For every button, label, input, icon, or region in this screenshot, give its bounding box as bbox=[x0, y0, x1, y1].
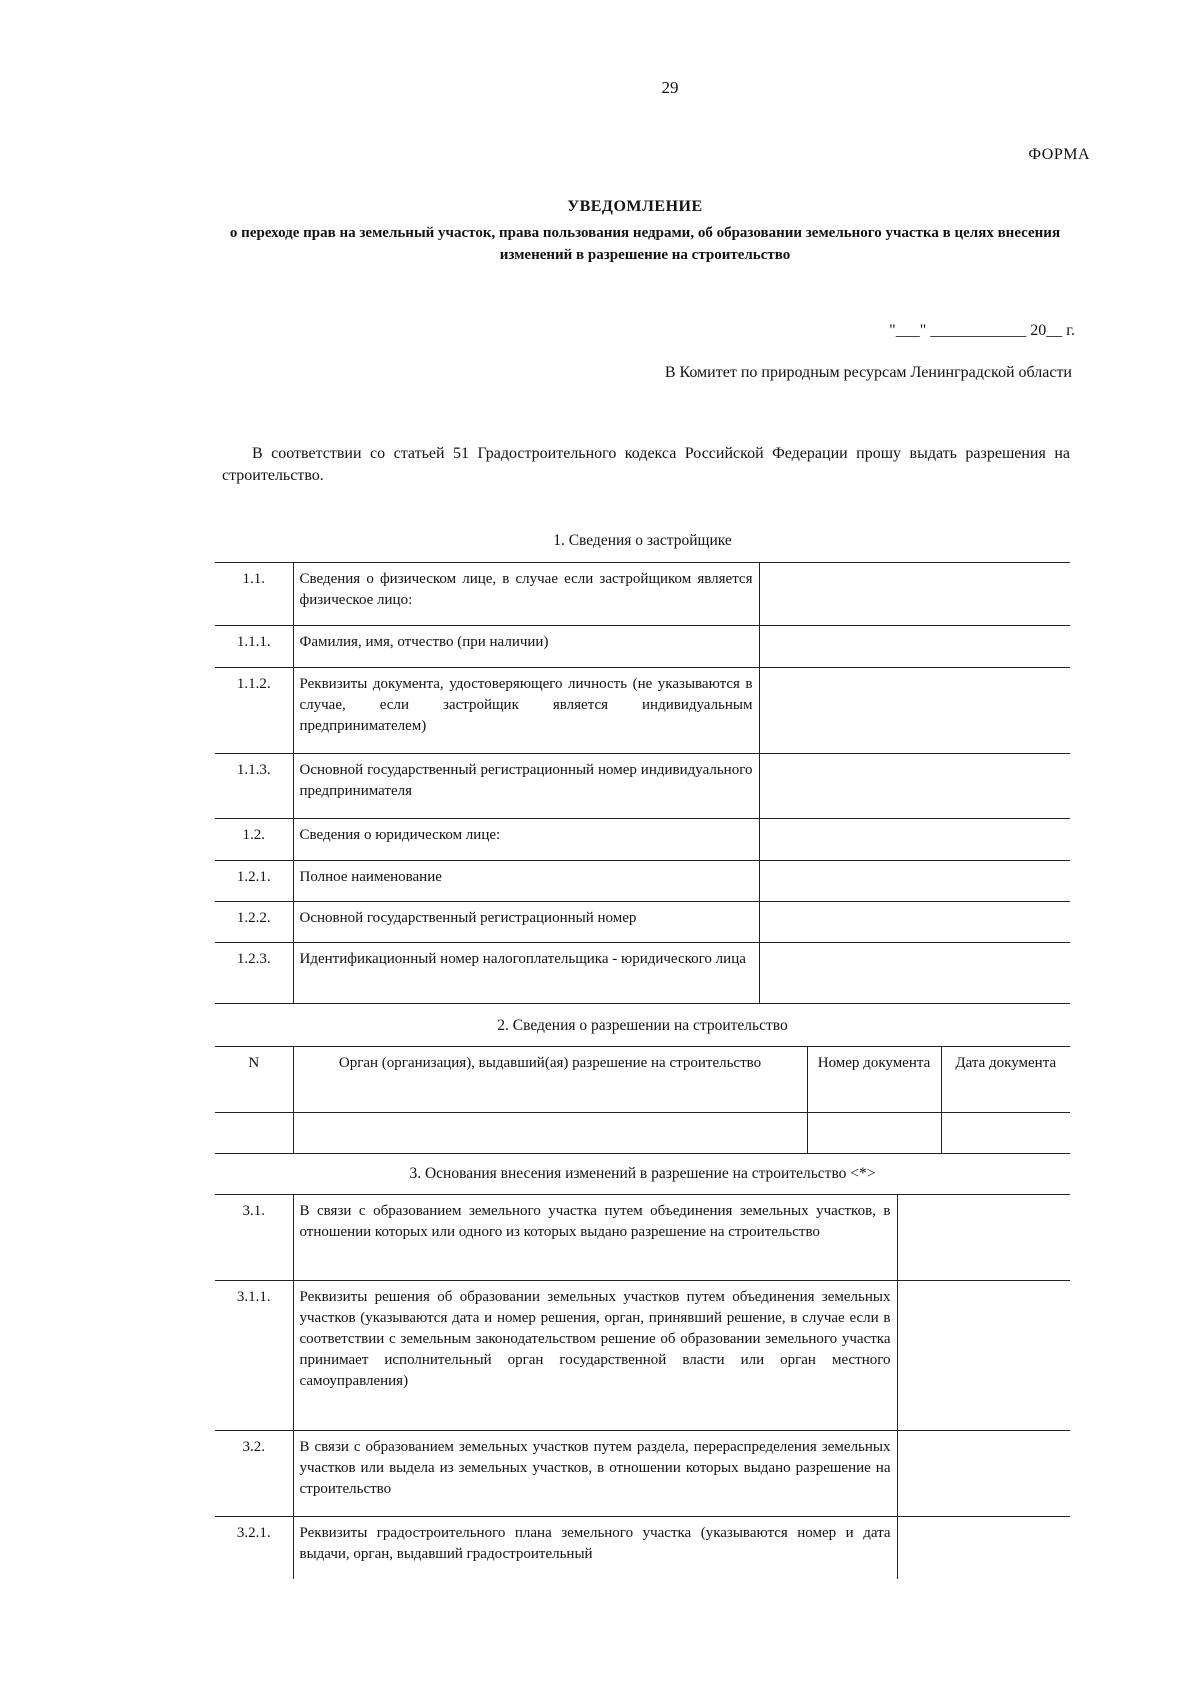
document-subtitle: о переходе прав на земельный участок, права пользования недрами, об образовании земельного участка в целях внесения изменений в разрешение на строительство bbox=[229, 225, 1061, 263]
addressee: В Комитет по природным ресурсам Ленинградской области bbox=[664, 364, 1072, 381]
value-cell[interactable] bbox=[807, 1113, 941, 1154]
value-cell[interactable] bbox=[897, 1281, 1070, 1431]
table-row bbox=[215, 1517, 1070, 1579]
row-number: 1.1.2. bbox=[215, 668, 293, 754]
value-cell[interactable] bbox=[759, 626, 1070, 668]
row-number: 3.1. bbox=[215, 1195, 293, 1281]
value-cell[interactable] bbox=[759, 563, 1070, 626]
date-line: "___" ____________ 20__ г. bbox=[889, 322, 1075, 339]
section1-table bbox=[215, 562, 1070, 1004]
table-row bbox=[215, 819, 1070, 861]
row-number: 1.1.1. bbox=[215, 626, 293, 668]
section3-title: 3. Основания внесения изменений в разрешение на строительство <*> bbox=[409, 1165, 876, 1182]
row-label: Реквизиты решения об образовании земельных участков путем объединения земельных участков (указываются дата и номер решения, орган, принявший решение, в случае если в соответствии с земельным законодательством решение об образовании земельного участка принимает исполнительный орган государственной власти или орган местного самоуправления) bbox=[293, 1281, 897, 1431]
row-number: 1.2. bbox=[215, 819, 293, 861]
value-cell[interactable] bbox=[759, 902, 1070, 943]
row-label: Основной государственный регистрационный номер bbox=[293, 902, 759, 943]
row-number: 1.2.2. bbox=[215, 902, 293, 943]
value-cell[interactable] bbox=[941, 1113, 1070, 1154]
table-row bbox=[215, 626, 1070, 668]
row-number: 1.1. bbox=[215, 563, 293, 626]
table-row bbox=[215, 1195, 1070, 1281]
row-number: 3.2.1. bbox=[215, 1517, 293, 1579]
table-header-row bbox=[215, 1047, 1070, 1113]
table-row bbox=[215, 1431, 1070, 1517]
section2-title: 2. Сведения о разрешении на строительство bbox=[497, 1017, 788, 1034]
row-label: Фамилия, имя, отчество (при наличии) bbox=[293, 626, 759, 668]
row-label: Сведения о физическом лице, в случае если застройщиком является физическое лицо: bbox=[293, 563, 759, 626]
value-cell[interactable] bbox=[759, 943, 1070, 1004]
value-cell[interactable] bbox=[897, 1195, 1070, 1281]
section2-table bbox=[215, 1046, 1070, 1154]
column-header: N bbox=[215, 1047, 293, 1113]
row-label: Основной государственный регистрационный номер индивидуального предпринимателя bbox=[293, 754, 759, 819]
row-label: Реквизиты градостроительного плана земельного участка (указываются номер и дата выдачи, орган, выдавший градостроительный bbox=[293, 1517, 897, 1579]
row-label: Реквизиты документа, удостоверяющего личность (не указываются в случае, если застройщик является индивидуальным предпринимателем) bbox=[293, 668, 759, 754]
value-cell[interactable] bbox=[215, 1113, 293, 1154]
document-title: УВЕДОМЛЕНИЕ bbox=[567, 198, 703, 215]
value-cell[interactable] bbox=[759, 819, 1070, 861]
table-row bbox=[215, 1113, 1070, 1154]
intro-paragraph: В соответствии со статьей 51 Градостроительного кодекса Российской Федерации прошу выдать разрешения на строительство. bbox=[222, 445, 1070, 484]
table-row bbox=[215, 1281, 1070, 1431]
section1-title: 1. Сведения о застройщике bbox=[553, 532, 732, 549]
row-number: 1.2.3. bbox=[215, 943, 293, 1004]
column-header: Номер документа bbox=[807, 1047, 941, 1113]
row-number: 1.1.3. bbox=[215, 754, 293, 819]
table-row bbox=[215, 563, 1070, 626]
row-number: 1.2.1. bbox=[215, 861, 293, 902]
table-row bbox=[215, 861, 1070, 902]
table-row bbox=[215, 902, 1070, 943]
row-label: Сведения о юридическом лице: bbox=[293, 819, 759, 861]
value-cell[interactable] bbox=[293, 1113, 807, 1154]
page-number: 29 bbox=[661, 78, 679, 97]
row-number: 3.2. bbox=[215, 1431, 293, 1517]
value-cell[interactable] bbox=[897, 1517, 1070, 1579]
form-label: ФОРМА bbox=[1028, 146, 1090, 163]
row-label: В связи с образованием земельного участка путем объединения земельных участков, в отношении которых или одного из которых выдано разрешение на строительство bbox=[293, 1195, 897, 1281]
value-cell[interactable] bbox=[759, 861, 1070, 902]
table-row bbox=[215, 668, 1070, 754]
row-label: Идентификационный номер налогоплательщика - юридического лица bbox=[293, 943, 759, 1004]
table-row bbox=[215, 754, 1070, 819]
row-label: В связи с образованием земельных участков путем раздела, перераспределения земельных участков или выдела из земельных участков, в отношении которых выдано разрешение на строительство bbox=[293, 1431, 897, 1517]
value-cell[interactable] bbox=[897, 1431, 1070, 1517]
row-number: 3.1.1. bbox=[215, 1281, 293, 1431]
column-header: Дата документа bbox=[941, 1047, 1070, 1113]
value-cell[interactable] bbox=[759, 754, 1070, 819]
section3-table bbox=[215, 1194, 1070, 1579]
value-cell[interactable] bbox=[759, 668, 1070, 754]
column-header: Орган (организация), выдавший(ая) разрешение на строительство bbox=[293, 1047, 807, 1113]
row-label: Полное наименование bbox=[293, 861, 759, 902]
table-row bbox=[215, 943, 1070, 1004]
